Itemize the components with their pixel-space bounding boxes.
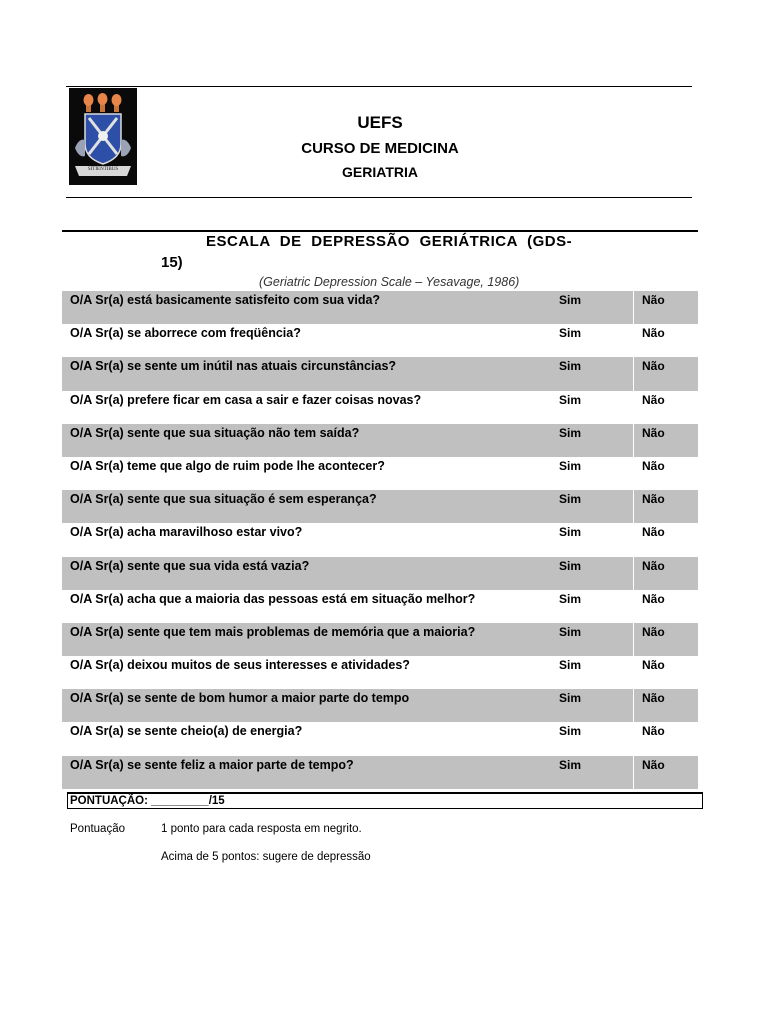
answer-yes[interactable]: Sim bbox=[559, 757, 582, 772]
answer-yes[interactable]: Sim bbox=[559, 293, 582, 307]
form-title-line-1: ESCALA DE DEPRESSÃO GERIÁTRICA (GDS- bbox=[206, 233, 573, 250]
question-text: O/A Sr(a) se sente um inútil nas atuais circunstâncias? bbox=[70, 359, 397, 374]
form-top-rule bbox=[62, 230, 698, 232]
answer-no[interactable]: Não bbox=[642, 492, 665, 507]
score-label: PONTUAÇÃO: _________/15 bbox=[70, 795, 225, 807]
score-field[interactable] bbox=[67, 792, 703, 809]
answer-no[interactable]: Não bbox=[642, 558, 665, 573]
answer-no[interactable]: Não bbox=[642, 724, 665, 739]
logo-motto: SITIENTIBUS bbox=[87, 167, 119, 172]
question-text: O/A Sr(a) acha maravilhoso estar vivo? bbox=[70, 525, 303, 540]
answer-no[interactable]: Não bbox=[642, 392, 665, 407]
header-bottom-rule bbox=[66, 197, 692, 198]
answer-no[interactable]: Não bbox=[642, 425, 665, 440]
answer-no[interactable]: Não bbox=[642, 525, 665, 540]
question-text: O/A Sr(a) sente que tem mais problemas de memória que a maioria? bbox=[70, 624, 476, 639]
answer-no[interactable]: Não bbox=[642, 658, 665, 673]
answer-yes[interactable]: Sim bbox=[559, 492, 582, 507]
answer-yes[interactable]: Sim bbox=[559, 724, 582, 739]
answer-yes[interactable]: Sim bbox=[559, 591, 582, 606]
question-text: O/A Sr(a) prefere ficar em casa a sair e fazer coisas novas? bbox=[70, 392, 422, 407]
question-row bbox=[62, 590, 698, 623]
scoring-note-2: Acima de 5 pontos: sugere de depressão bbox=[161, 851, 371, 863]
answer-no[interactable]: Não bbox=[642, 757, 665, 772]
answer-yes[interactable]: Sim bbox=[559, 425, 582, 440]
course-name: CURSO DE MEDICINA bbox=[301, 140, 459, 157]
questions-table bbox=[62, 291, 698, 789]
question-row bbox=[62, 623, 698, 656]
answer-no[interactable]: Não bbox=[642, 326, 665, 341]
top-rule bbox=[66, 86, 692, 87]
question-row bbox=[62, 391, 698, 424]
question-text: O/A Sr(a) sente que sua situação é sem esperança? bbox=[70, 492, 377, 507]
question-row bbox=[62, 424, 698, 457]
form-subtitle: (Geriatric Depression Scale – Yesavage, 1986) bbox=[259, 275, 520, 289]
question-text: O/A Sr(a) deixou muitos de seus interesses e atividades? bbox=[70, 658, 410, 673]
question-text: O/A Sr(a) se sente de bom humor a maior parte do tempo bbox=[70, 691, 410, 706]
question-row bbox=[62, 324, 698, 357]
question-row bbox=[62, 557, 698, 590]
question-text: O/A Sr(a) se aborrece com freqüência? bbox=[70, 326, 301, 341]
question-row bbox=[62, 756, 698, 789]
question-row bbox=[62, 656, 698, 689]
question-text: O/A Sr(a) sente que sua situação não tem saída? bbox=[70, 425, 360, 440]
question-row bbox=[62, 457, 698, 490]
question-row bbox=[62, 523, 698, 556]
department-name: GERIATRIA bbox=[342, 164, 418, 180]
form-title-line-2: 15) bbox=[161, 254, 183, 271]
question-text: O/A Sr(a) teme que algo de ruim pode lhe acontecer? bbox=[70, 458, 385, 473]
question-row bbox=[62, 689, 698, 722]
answer-yes[interactable]: Sim bbox=[559, 691, 582, 706]
answer-yes[interactable]: Sim bbox=[559, 624, 582, 639]
question-row bbox=[62, 357, 698, 390]
scoring-note-1: 1 ponto para cada resposta em negrito. bbox=[161, 823, 362, 835]
institution-name: UEFS bbox=[357, 113, 403, 132]
question-row bbox=[62, 722, 698, 755]
answer-no[interactable]: Não bbox=[642, 458, 665, 473]
answer-no[interactable]: Não bbox=[642, 359, 665, 374]
answer-no[interactable]: Não bbox=[642, 624, 665, 639]
answer-yes[interactable]: Sim bbox=[559, 458, 582, 473]
answer-no[interactable]: Não bbox=[642, 591, 665, 606]
answer-yes[interactable]: Sim bbox=[559, 392, 582, 407]
answer-yes[interactable]: Sim bbox=[559, 359, 582, 374]
question-text: O/A Sr(a) sente que sua vida está vazia? bbox=[70, 558, 310, 573]
answer-no[interactable]: Não bbox=[642, 691, 665, 706]
question-text: O/A Sr(a) está basicamente satisfeito com sua vida? bbox=[70, 293, 381, 307]
scoring-note-label: Pontuação bbox=[70, 823, 125, 835]
answer-no[interactable]: Não bbox=[642, 293, 665, 307]
question-text: O/A Sr(a) se sente feliz a maior parte de tempo? bbox=[70, 757, 354, 772]
answer-yes[interactable]: Sim bbox=[559, 326, 582, 341]
answer-yes[interactable]: Sim bbox=[559, 525, 582, 540]
question-row bbox=[62, 291, 698, 324]
answer-yes[interactable]: Sim bbox=[559, 658, 582, 673]
uefs-logo bbox=[69, 88, 137, 185]
answer-yes[interactable]: Sim bbox=[559, 558, 582, 573]
question-row bbox=[62, 490, 698, 523]
question-text: O/A Sr(a) acha que a maioria das pessoas está em situação melhor? bbox=[70, 591, 476, 606]
question-text: O/A Sr(a) se sente cheio(a) de energia? bbox=[70, 724, 303, 739]
